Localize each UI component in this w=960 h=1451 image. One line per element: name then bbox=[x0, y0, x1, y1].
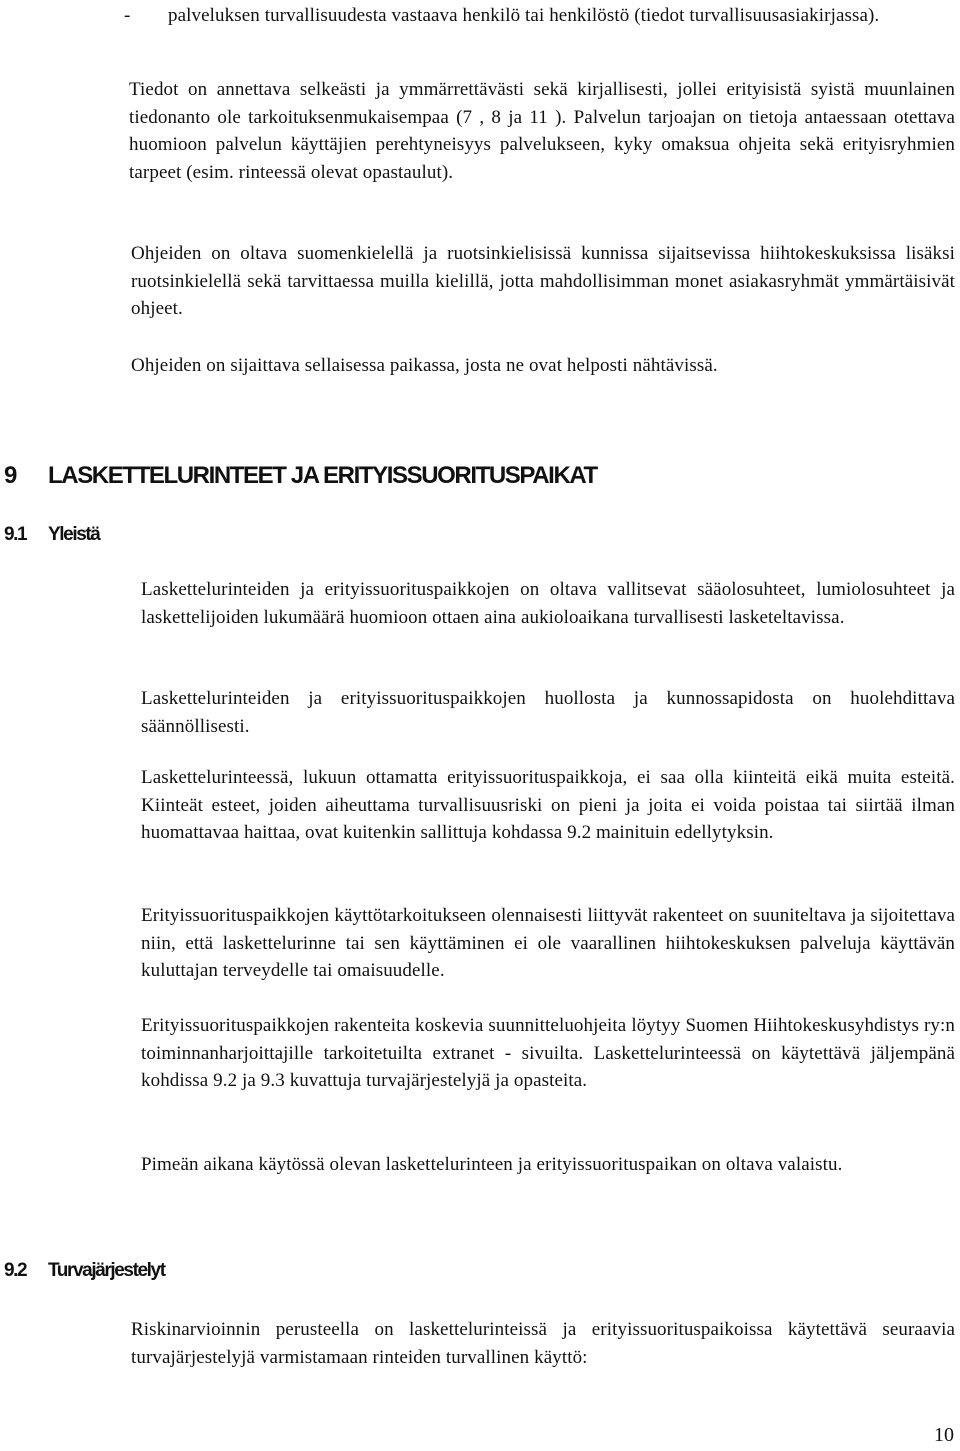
paragraph-obstacles: Laskettelurinteessä, lukuun ottamatta erityissuorituspaikkoja, ei saa olla kiinteitä eikä muita esteitä. Kiinteät esteet, joiden aiheuttama turvallisuusriski on pieni ja joita ei voida poistaa tai siirtää ilman huomattavaa haittaa, ovat kuitenkin sallittuja kohdassa 9.2 mainituin edellytyksin. bbox=[141, 767, 955, 843]
section-number: 9.2 bbox=[4, 1260, 27, 1281]
section-number: 9 bbox=[4, 462, 16, 489]
paragraph-structures: Erityissuorituspaikkojen käyttötarkoitukseen olennaisesti liittyvät rakenteet on suuniteltava ja sijoitettava niin, että laskettelurinne tai sen käyttäminen ei ole vaarallinen hiihtokeskuksen palveluja käyttävän kuluttajan terveydelle tai omaisuudelle. bbox=[141, 905, 955, 981]
section-number: 9.1 bbox=[4, 524, 27, 545]
section-title: LASKETTELURINTEET JA ERITYISSUORITUSPAIKAT bbox=[48, 462, 597, 489]
paragraph-language-requirements: Ohjeiden on oltava suomenkielellä ja ruotsinkielisissä kunnissa sijaitsevissa hiihtokeskuksissa lisäksi ruotsinkielellä sekä tarvittaessa muilla kielillä, jotta mahdollisimman monet asiakasryhmät ymmärtäisivät ohjeet. bbox=[131, 243, 955, 319]
bullet-text: palveluksen turvallisuudesta vastaava henkilö tai henkilöstö (tiedot turvallisuusasiakirjassa). bbox=[168, 5, 880, 26]
section-9-2-heading bbox=[4, 1260, 165, 1282]
paragraph-information-requirements: Tiedot on annettava selkeästi ja ymmärrettävästi sekä kirjallisesti, jollei erityisistä syistä muunlainen tiedonanto ole tarkoituksenmukaisempaa (7 , 8 ja 11 ). Palvelun tarjoajan on tietoja antaessaan otettava huomioon palvelun käyttäjien perehtyneisyys palvelukseen, kyky omaksua ohjeita sekä erityisryhmien tarpeet (esim. rinteessä olevat opastaulut). bbox=[129, 79, 955, 183]
bullet-dash: - bbox=[124, 5, 131, 26]
page-number: 10 bbox=[934, 1424, 954, 1446]
section-title: Yleistä bbox=[48, 524, 100, 545]
paragraph-maintenance: Laskettelurinteiden ja erityissuorituspaikkojen huollosta ja kunnossapidosta on huolehdittava säännöllisesti. bbox=[141, 688, 955, 737]
paragraph-lighting: Pimeän aikana käytössä olevan laskettelurinteen ja erityissuorituspaikan on oltava valaistu. bbox=[141, 1154, 843, 1175]
paragraph-design-guidelines: Erityissuorituspaikkojen rakenteita koskevia suunnitteluohjeita löytyy Suomen Hiihtokeskusyhdistys ry:n toiminnanharjoittajille tarkoitetuilta extranet - sivuilta. Laskettelurinteessä on käytettävä jäljempänä kohdissa 9.2 ja 9.3 kuvattuja turvajärjestelyjä ja opasteita. bbox=[141, 1015, 955, 1091]
section-9-1-heading bbox=[4, 524, 99, 546]
paragraph-instruction-placement: Ohjeiden on sijaittava sellaisessa paikassa, josta ne ovat helposti nähtävissä. bbox=[131, 355, 718, 376]
intro-bullet bbox=[124, 2, 954, 58]
paragraph-slope-safety: Laskettelurinteiden ja erityissuorituspaikkojen on oltava vallitsevat sääolosuhteet, lumiolosuhteet ja laskettelijoiden lukumäärä huomioon ottaen aina aukioloaikana turvallisesti lasketeltavissa. bbox=[141, 579, 955, 628]
paragraph-safety-arrangements: Riskinarvioinnin perusteella on laskettelurinteissä ja erityissuorituspaikoissa käytettävä seuraavia turvajärjestelyjä varmistamaan rinteiden turvallinen käyttö: bbox=[131, 1319, 955, 1368]
section-title: Turvajärjestelyt bbox=[48, 1260, 165, 1281]
section-9-heading bbox=[4, 462, 597, 490]
